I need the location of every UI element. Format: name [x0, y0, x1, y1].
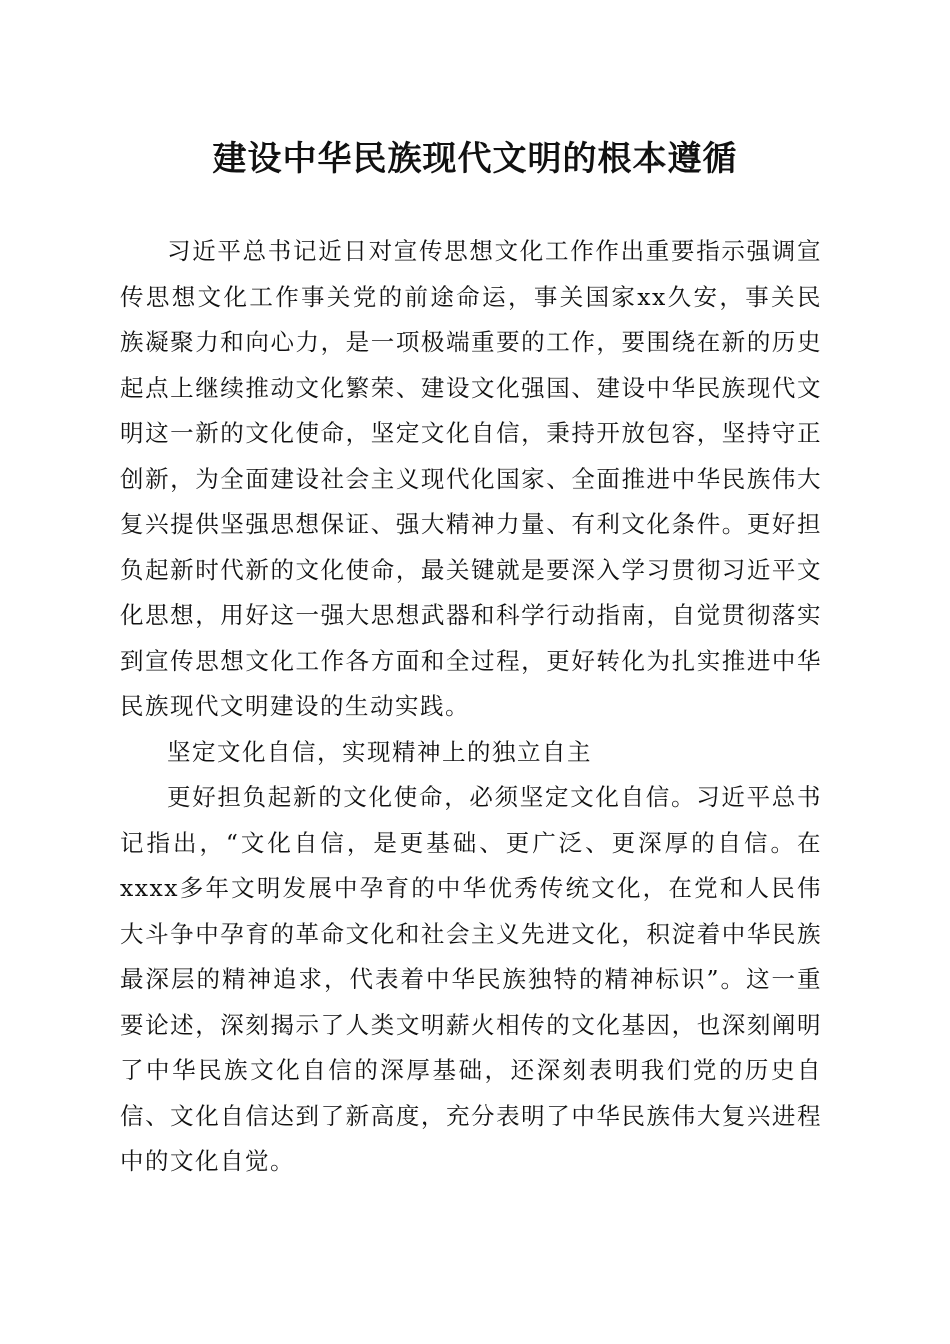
section-heading: 坚定文化自信，实现精神上的独立自主: [167, 737, 592, 766]
paragraph-cultural-confidence: 更好担负起新的文化使命，必须坚定文化自信。习近平总书记指出，“文化自信，是更基础、更广泛、更深厚的自信。在xxxx多年文明发展中孕育的中华优秀传统文化，在党和人民伟大斗争中孕育的革命文化和社会主义先进文化，积淀着中华民族最深层的精神追求，代表着中华民族独特的精神标识”。这一重要论述，深刻揭示了人类文明薪火相传的文化基因，也深刻阐明了中华民族文化自信的深厚基础，还深刻表明我们党的历史自信、文化自信达到了新高度，充分表明了中华民族伟大复兴进程中的文化自觉。: [120, 783, 822, 1175]
paragraph-intro: 习近平总书记近日对宣传思想文化工作作出重要指示强调宣传思想文化工作事关党的前途命运，事关国家xx久安，事关民族凝聚力和向心力，是一项极端重要的工作，要围绕在新的历史起点上继续推动文化繁荣、建设文化强国、建设中华民族现代文明这一新的文化使命，坚定文化自信，秉持开放包容，坚持守正创新，为全面建设社会主义现代化国家、全面推进中华民族伟大复兴提供坚强思想保证、强大精神力量、有利文化条件。更好担负起新时代新的文化使命，最关键就是要深入学习贯彻习近平文化思想，用好这一强大思想武器和科学行动指南，自觉贯彻落实到宣传思想文化工作各方面和全过程，更好转化为扎实推进中华民族现代文明建设的生动实践。: [120, 237, 822, 720]
document-body: [120, 229, 822, 1185]
document-title: 建设中华民族现代文明的根本遵循: [212, 139, 738, 179]
